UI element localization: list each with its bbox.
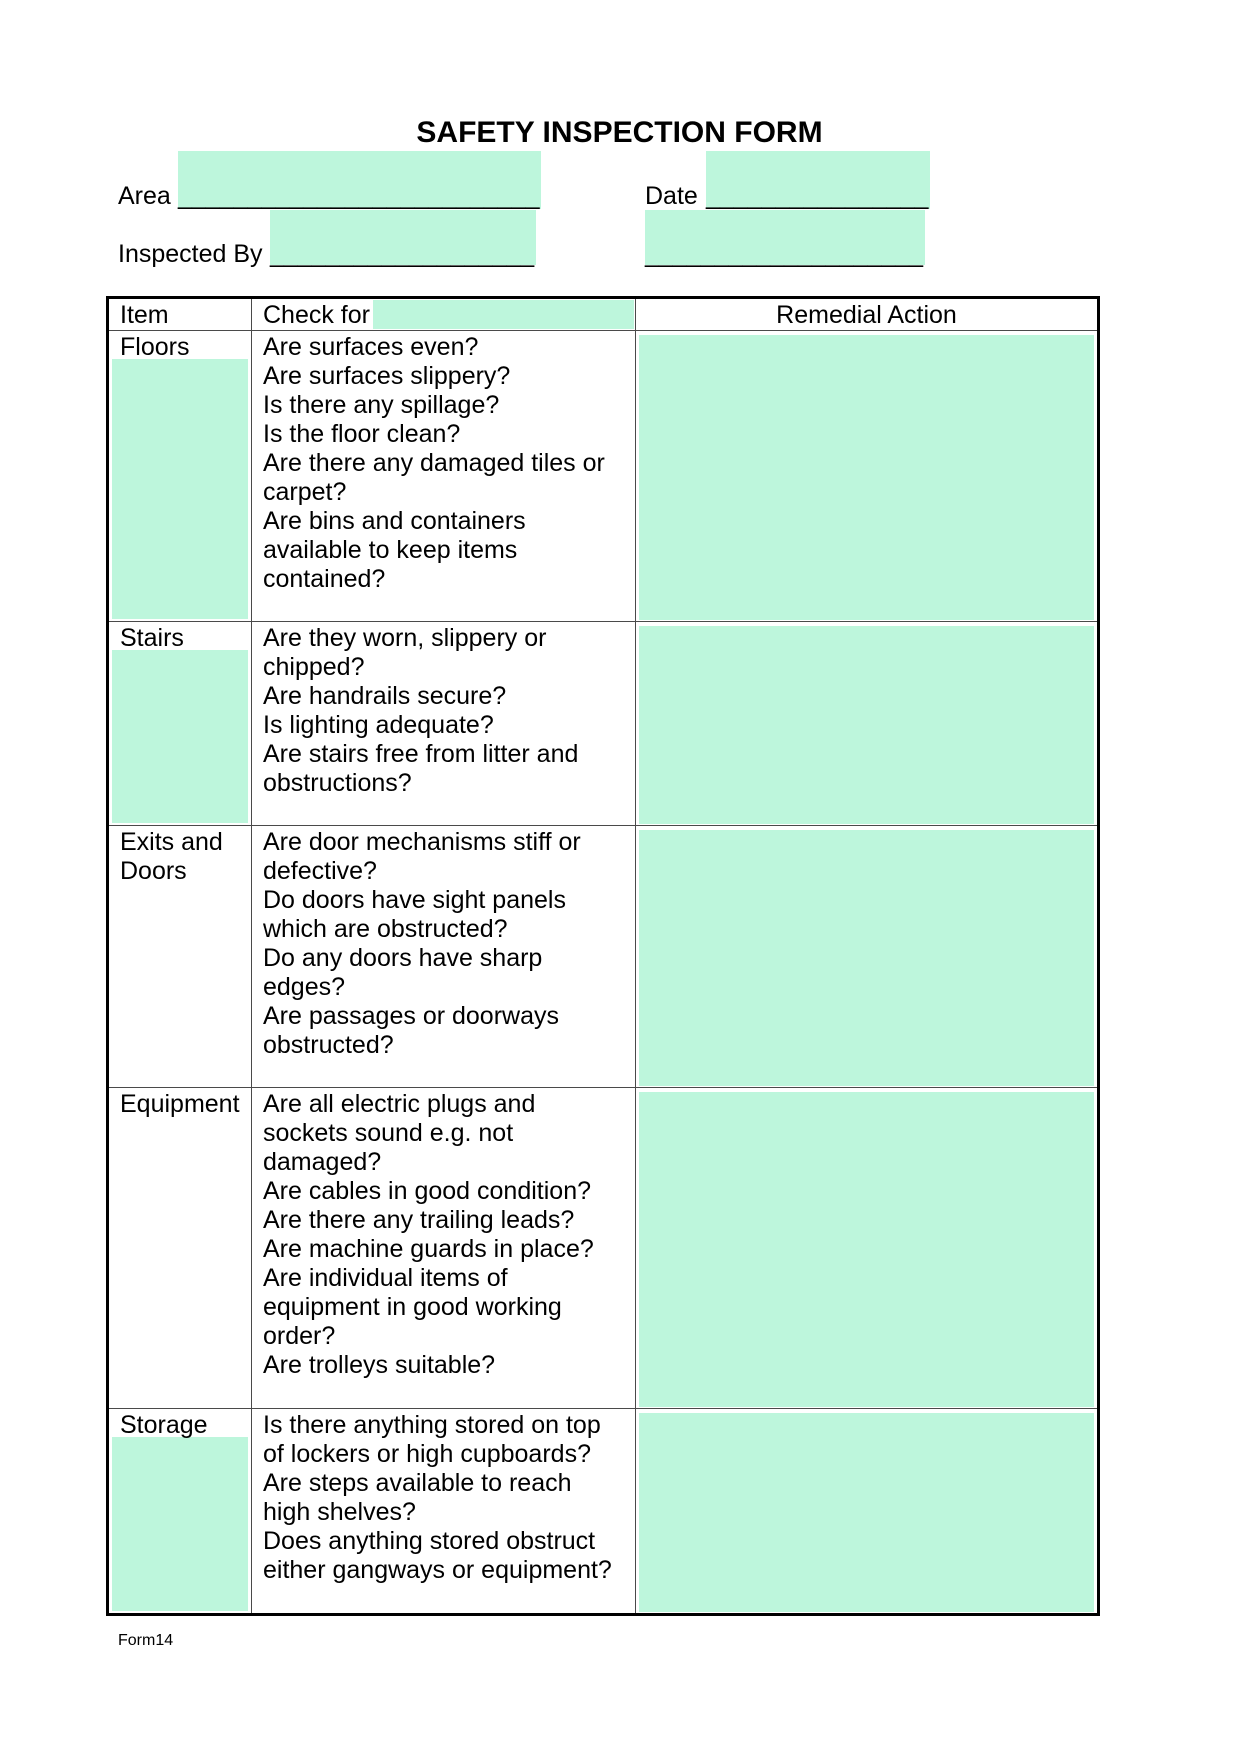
check-question: Are surfaces even? [263, 333, 479, 361]
check-question: Are they worn, slippery or [263, 624, 547, 652]
check-question: Are cables in good condition? [263, 1177, 592, 1205]
check-question: Are machine guards in place? [263, 1235, 594, 1263]
item-label: Storage [120, 1411, 208, 1439]
check-question: obstructions? [263, 769, 412, 797]
date-label: Date [645, 182, 698, 210]
remedial-action-cell [636, 826, 1099, 1088]
check-cell [252, 1088, 636, 1409]
date-input[interactable] [706, 151, 930, 209]
check-question: Are there any trailing leads? [263, 1206, 575, 1234]
item-label: Floors [120, 333, 190, 361]
item-label: Exits and Doors [120, 828, 223, 885]
signature-input[interactable] [645, 210, 925, 265]
check-question: carpet? [263, 478, 347, 506]
remedial-action-field[interactable] [639, 335, 1094, 620]
inspected-by-input[interactable] [270, 210, 536, 265]
check-question: Are handrails secure? [263, 682, 507, 710]
check-question: Is there any spillage? [263, 391, 500, 419]
check-question: high shelves? [263, 1498, 416, 1526]
item-field[interactable] [112, 650, 248, 823]
area-label: Area [118, 182, 171, 210]
item-cell [108, 826, 252, 1088]
form-title: SAFETY INSPECTION FORM [416, 116, 823, 149]
check-question: defective? [263, 857, 377, 885]
check-cell [252, 331, 636, 622]
check-question: order? [263, 1322, 336, 1350]
table-row [108, 826, 1099, 1088]
check-question: Are all electric plugs and [263, 1090, 536, 1118]
remedial-action-cell [636, 331, 1099, 622]
check-question: Is lighting adequate? [263, 711, 494, 739]
check-cell [252, 622, 636, 826]
remedial-action-field[interactable] [639, 1092, 1094, 1407]
check-question: available to keep items [263, 536, 518, 564]
item-cell [108, 622, 252, 826]
check-question: sockets sound e.g. not [263, 1119, 514, 1147]
area-underline: __________________________ [178, 182, 540, 210]
check-question: Does anything stored obstruct [263, 1527, 596, 1555]
check-question: Are passages or doorways [263, 1002, 559, 1030]
check-question: equipment in good working [263, 1293, 562, 1321]
item-cell [108, 1409, 252, 1615]
table-header-row [108, 298, 1099, 331]
signature-underline: ____________________ [645, 240, 924, 268]
check-question: Are door mechanisms stiff or [263, 828, 581, 856]
form-number: Form14 [118, 1632, 174, 1649]
check-question: Are steps available to reach [263, 1469, 572, 1497]
column-header-item: Item [108, 298, 252, 331]
check-question: Do any doors have sharp [263, 944, 543, 972]
check-question: Are surfaces slippery? [263, 362, 511, 390]
table-row [108, 331, 1099, 622]
check-question: edges? [263, 973, 346, 1001]
check-question: Are stairs free from litter and [263, 740, 579, 768]
remedial-action-field[interactable] [639, 1413, 1094, 1612]
check-question: Do doors have sight panels [263, 886, 566, 914]
check-question: obstructed? [263, 1031, 394, 1059]
item-label: Equipment [120, 1090, 240, 1118]
remedial-action-cell [636, 622, 1099, 826]
remedial-action-cell [636, 1088, 1099, 1409]
item-field[interactable] [112, 359, 248, 619]
remedial-action-cell [636, 1409, 1099, 1615]
remedial-action-field[interactable] [639, 830, 1094, 1086]
column-header-remedial-action: Remedial Action [636, 298, 1099, 331]
check-question: either gangways or equipment? [263, 1556, 612, 1584]
table-row [108, 1088, 1099, 1409]
check-question: Are individual items of [263, 1264, 508, 1292]
check-question: Are there any damaged tiles or [263, 449, 605, 477]
check-question: which are obstructed? [263, 915, 508, 943]
check-question: damaged? [263, 1148, 382, 1176]
item-field[interactable] [112, 1437, 248, 1611]
inspected-by-label: Inspected By [118, 240, 263, 268]
check-question: Are bins and containers [263, 507, 526, 535]
check-question: of lockers or high cupboards? [263, 1440, 591, 1468]
check-question: Is the floor clean? [263, 420, 461, 448]
table-row [108, 622, 1099, 826]
area-input[interactable] [178, 151, 541, 209]
check-cell [252, 826, 636, 1088]
check-question: contained? [263, 565, 386, 593]
check-question: Is there anything stored on top [263, 1411, 601, 1439]
date-underline: ________________ [706, 182, 929, 210]
check-question: chipped? [263, 653, 365, 681]
item-cell [108, 1088, 252, 1409]
remedial-action-field[interactable] [639, 626, 1094, 824]
check-question: Are trolleys suitable? [263, 1351, 496, 1379]
inspection-table [106, 296, 1100, 1616]
item-label: Stairs [120, 624, 184, 652]
inspected-by-underline: ___________________ [270, 240, 535, 268]
column-header-check-for: Check for [252, 298, 636, 331]
item-cell [108, 331, 252, 622]
check-cell [252, 1409, 636, 1615]
table-row [108, 1409, 1099, 1615]
